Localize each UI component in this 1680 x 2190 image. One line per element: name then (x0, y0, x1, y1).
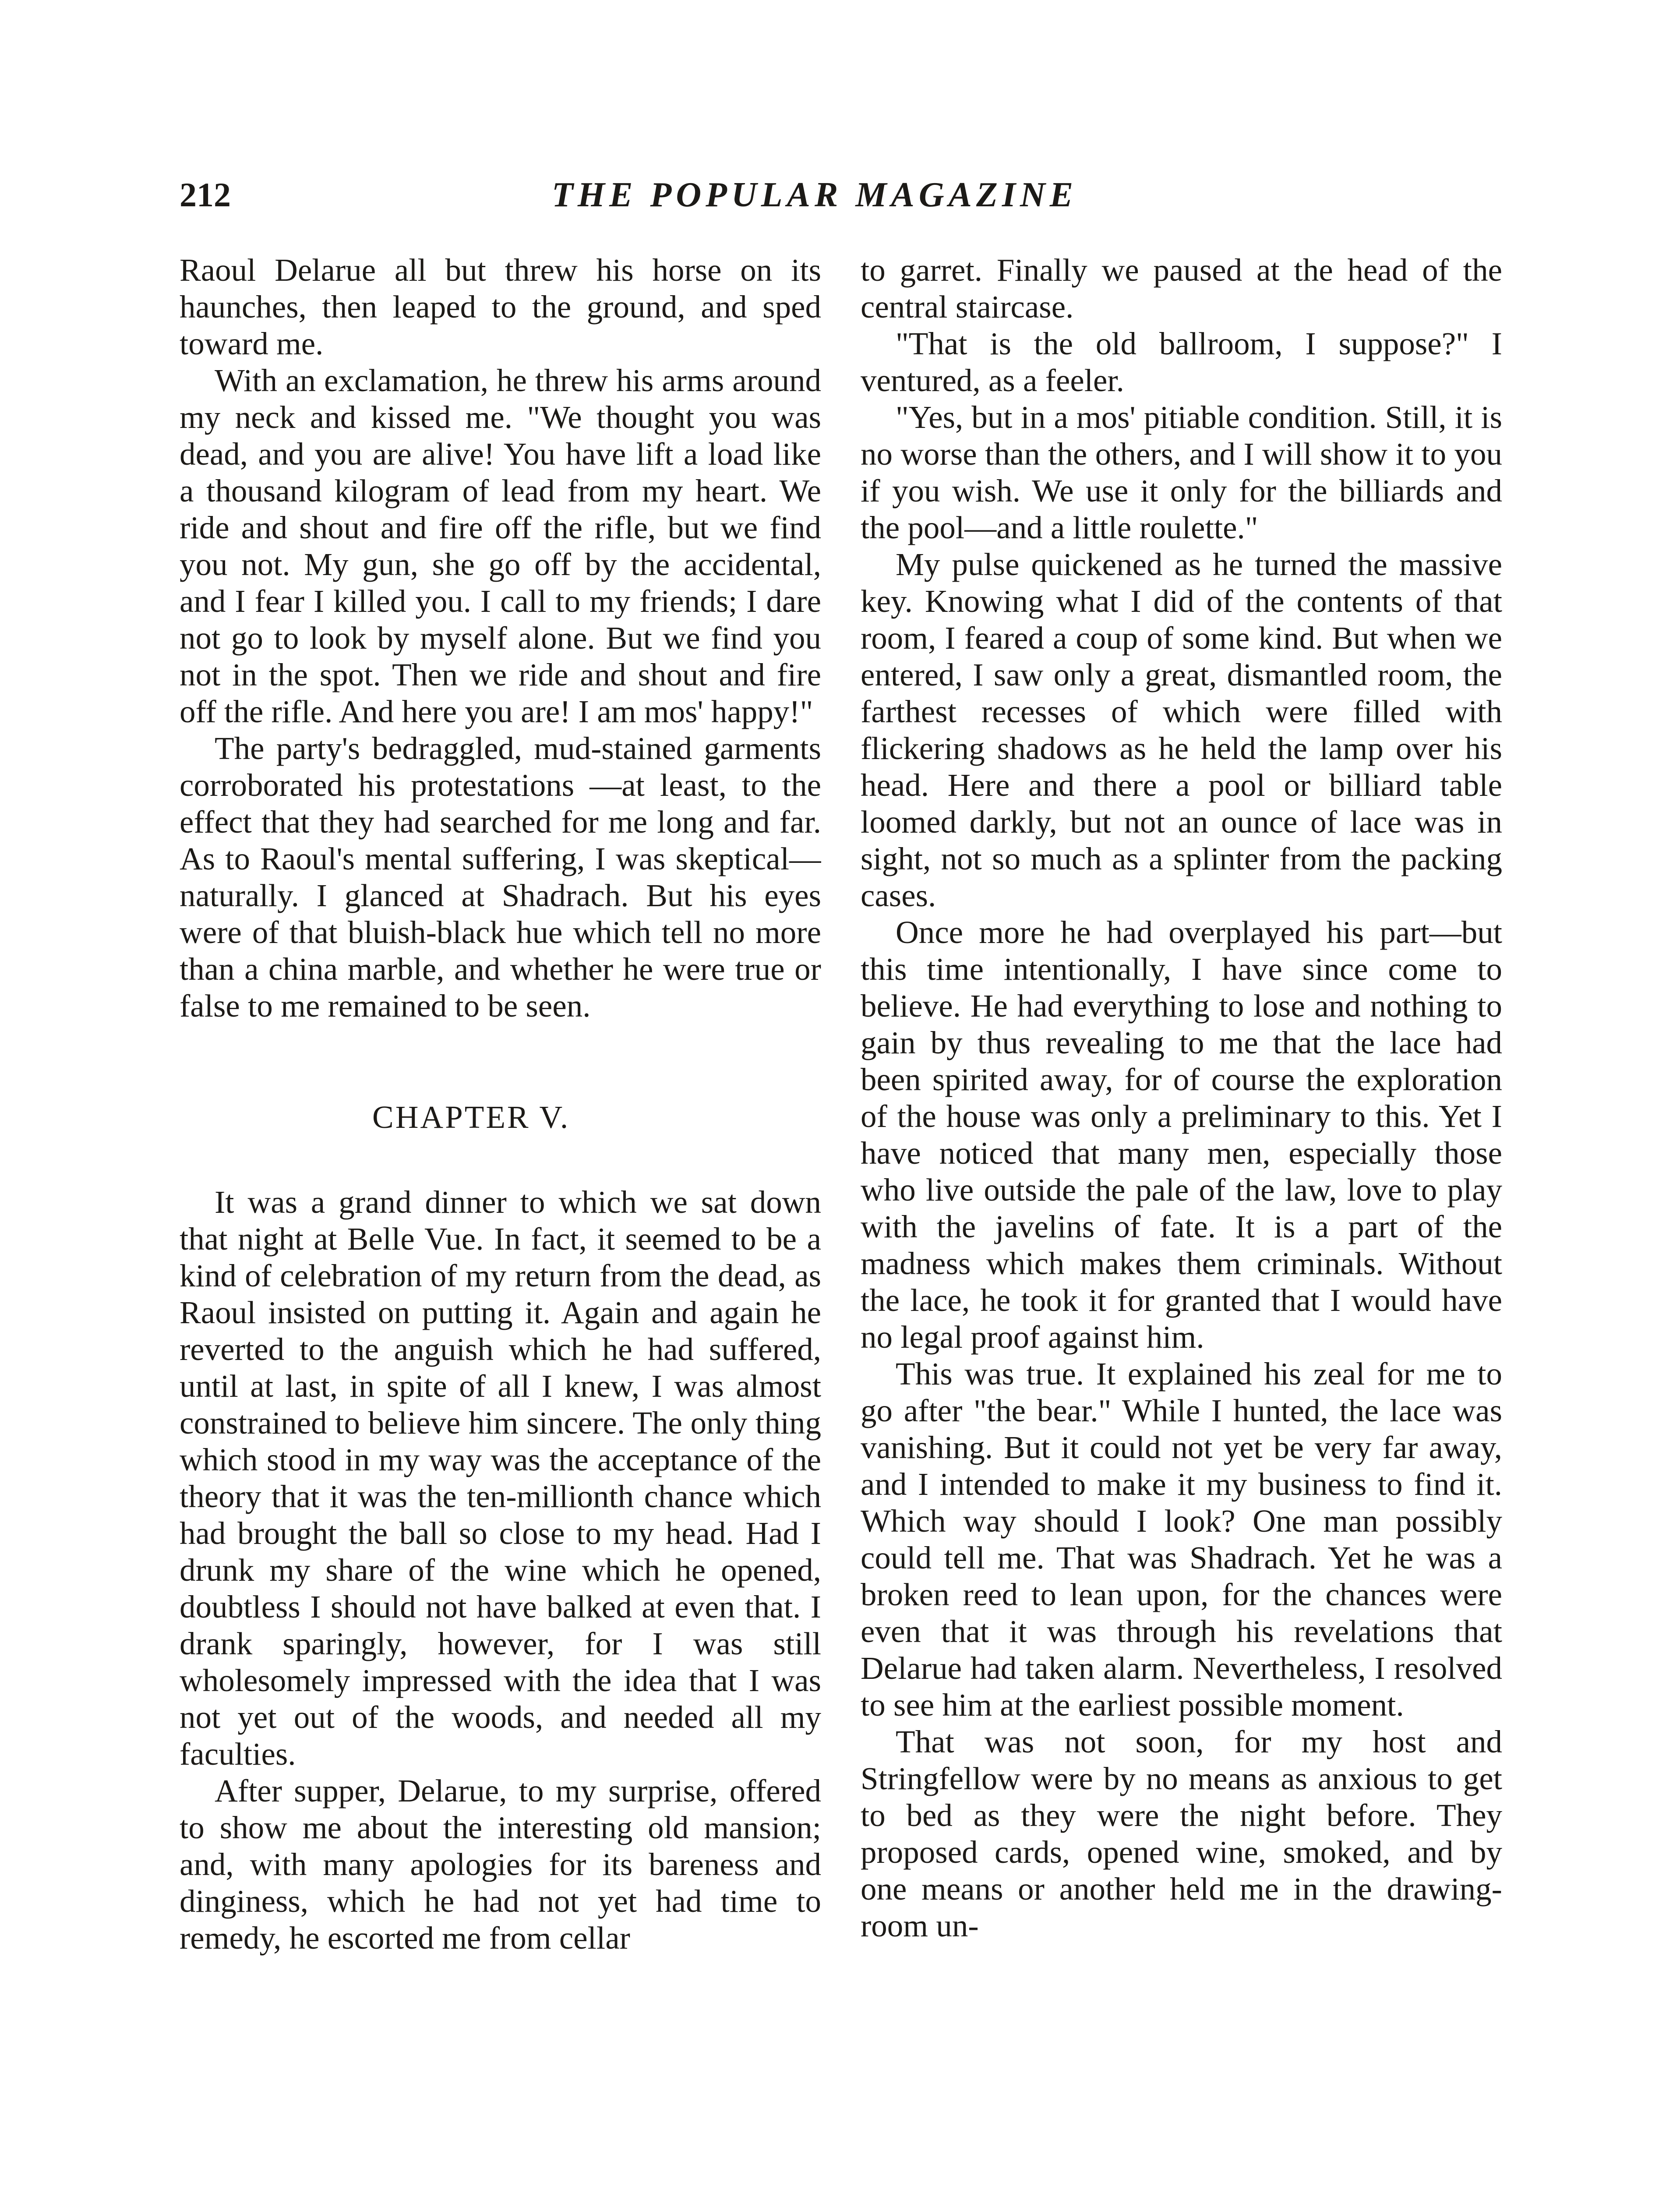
paragraph: "That is the old ballroom, I suppose?" I ventured, as a feeler. (861, 326, 1502, 398)
paragraph: "Yes, but in a mos' pitiable condition. Still, it is no worse than the others, and I will show it to you if you wish. We use it only for the billiards and the pool—and a little roulette." (861, 399, 1502, 545)
page-header (180, 169, 1502, 221)
paragraph: Raoul Delarue all but threw his horse on its haunches, then leaped to the ground, and sped toward me. (180, 252, 821, 361)
paragraph: Once more he had overplayed his part—but this time intentionally, I have since come to believe. He had everything to lose and nothing to gain by thus revealing to me that the lace had been spirited away, for of course the exploration of the house was only a preliminary to this. Yet I have noticed that many men, especially those who live outside the pale of the law, love to play with the javelins of fate. It is a part of the madness which makes them criminals. Without the lace, he took it for granted that I would have no legal proof against him. (861, 915, 1502, 1355)
paragraph: This was true. It explained his zeal for me to go after "the bear." While I hunted, the lace was vanishing. But it could not yet be very far away, and I intended to make it my business to find it. Which way should I look? One man possibly could tell me. That was Shadrach. Yet he was a broken reed to lean upon, for the chances were even that it was through his revelations that Delarue had taken alarm. Nevertheless, I resolved to see him at the earliest possible moment. (861, 1356, 1502, 1723)
paragraph: After supper, Delarue, to my surprise, offered to show me about the interesting old mansion; and, with many apologies for its bareness and dinginess, which he had not yet had time to remedy, he escorted me from cellar (180, 1773, 821, 1956)
chapter-heading: CHAPTER V. (372, 1099, 570, 1135)
paragraph: With an exclamation, he threw his arms around my neck and kissed me. "We thought you was dead, and you are alive! You have lift a load like a thousand kilogram of lead from my heart. We ride and shout and fire off the rifle, but we find you not. My gun, she go off by the accidental, and I fear I killed you. I call to my friends; I dare not go to look by myself alone. But we find you not in the spot. Then we ride and shout and fire off the rifle. And here you are! I am mos' happy!" (180, 363, 821, 729)
running-title: THE POPULAR MAGAZINE (552, 176, 1078, 214)
left-column (180, 252, 821, 2190)
paragraph: The party's bedraggled, mud-stained garments corroborated his protestations —at least, to the effect that they had searched for me long and far. As to Raoul's mental suffering, I was skeptical—naturally. I glanced at Shadrach. But his eyes were of that bluish-black hue which tell no more than a china marble, and whether he were true or false to me remained to be seen. (180, 731, 821, 1024)
right-column (861, 252, 1502, 2190)
paragraph: That was not soon, for my host and Stringfellow were by no means as anxious to get to bed as they were the night before. They proposed cards, opened wine, smoked, and by one means or another held me in the drawing-room un- (861, 1724, 1502, 1943)
paragraph: My pulse quickened as he turned the massive key. Knowing what I did of the contents of that room, I feared a coup of some kind. But when we entered, I saw only a great, dismantled room, the farthest recesses of which were filled with flickering shadows as he held the lamp over his head. Here and there a pool or billiard table loomed darkly, but not an ounce of lace was in sight, not so much as a splinter from the packing cases. (861, 547, 1502, 913)
paragraph: It was a grand dinner to which we sat down that night at Belle Vue. In fact, it seemed to be a kind of celebration of my return from the dead, as Raoul insisted on putting it. Again and again he reverted to the anguish which he had suffered, until at last, in spite of all I knew, I was almost constrained to believe him sincere. The only thing which stood in my way was the acceptance of the theory that it was the ten-millionth chance which had brought the ball so close to my head. Had I drunk my share of the wine which he opened, doubtless I should not have balked at even that. I drank sparingly, however, for I was still wholesomely impressed with the idea that I was not yet out of the woods, and needed all my faculties. (180, 1184, 821, 1772)
page-number: 212 (180, 176, 231, 214)
paragraph: to garret. Finally we paused at the head of the central staircase. (861, 252, 1502, 325)
